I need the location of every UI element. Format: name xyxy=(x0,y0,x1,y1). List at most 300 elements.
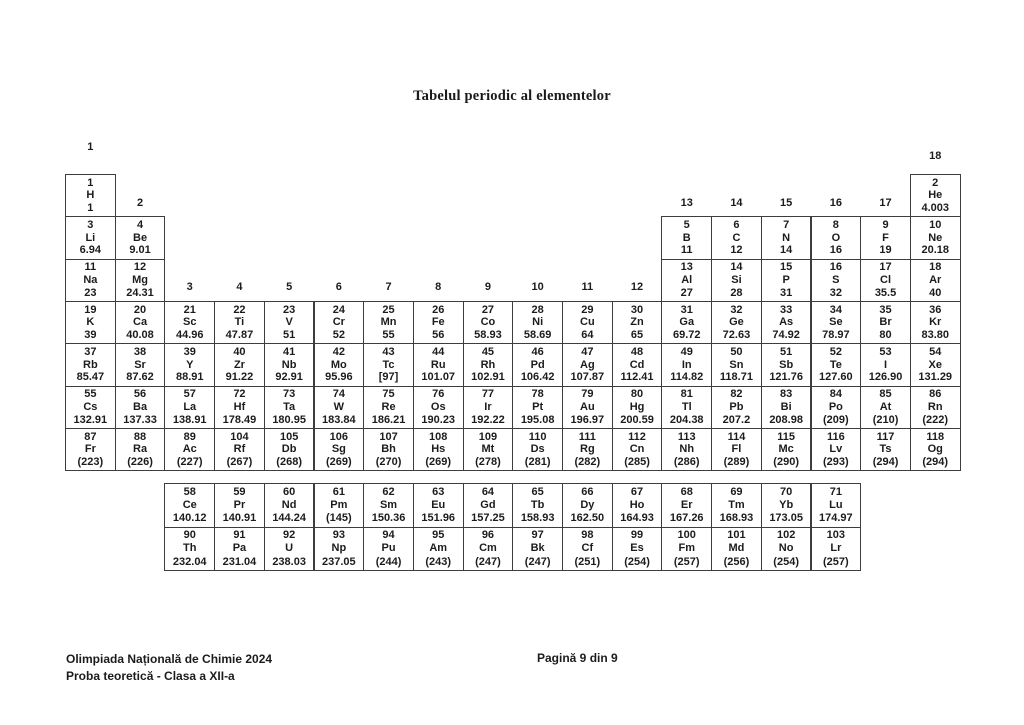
atomic-number: 94 xyxy=(382,529,395,542)
element-symbol: Ne xyxy=(928,231,943,244)
atomic-number: 63 xyxy=(432,485,445,498)
element-cell-Sb xyxy=(761,343,812,386)
atomic-mass: 65 xyxy=(630,328,644,341)
element-symbol: Os xyxy=(430,400,446,413)
atomic-mass: [97] xyxy=(378,371,399,384)
element-cell-Eu xyxy=(413,483,464,528)
atomic-number: 79 xyxy=(581,388,594,401)
atomic-number: 48 xyxy=(630,345,644,358)
element-symbol: Rg xyxy=(580,443,595,456)
atomic-number: 10 xyxy=(929,218,942,231)
element-cell-Y xyxy=(164,343,215,386)
atomic-number: 19 xyxy=(84,303,97,316)
atomic-number: 108 xyxy=(429,430,448,443)
element-cell-Mc xyxy=(761,428,812,471)
atomic-mass: (286) xyxy=(673,455,700,468)
element-cell-Hg xyxy=(612,386,663,429)
atomic-number: 106 xyxy=(329,430,349,443)
atomic-number: 37 xyxy=(84,345,97,358)
element-cell-Al xyxy=(661,259,712,302)
atomic-mass: 58.93 xyxy=(474,328,502,341)
element-cell-Ac xyxy=(164,428,215,471)
atomic-mass: 157.25 xyxy=(471,512,505,525)
element-symbol: Rh xyxy=(480,358,496,371)
atomic-mass: 173.05 xyxy=(769,512,803,525)
atomic-mass: 32 xyxy=(829,286,842,299)
group-label-5: 5 xyxy=(286,281,293,294)
element-cell-In xyxy=(661,343,712,386)
atomic-mass: 47.87 xyxy=(225,328,254,341)
element-symbol: Cl xyxy=(880,273,892,286)
atomic-number: 110 xyxy=(528,430,547,443)
atomic-number: 17 xyxy=(879,261,892,274)
element-cell-Ge xyxy=(711,301,762,344)
group-label-14: 14 xyxy=(730,197,743,210)
atomic-number: 65 xyxy=(531,485,544,498)
element-symbol: Fr xyxy=(84,443,96,456)
atomic-mass: 39 xyxy=(84,328,97,341)
element-symbol: Sm xyxy=(379,498,398,511)
group-label-7: 7 xyxy=(385,281,392,294)
atomic-mass: 140.12 xyxy=(172,512,207,525)
atomic-number: 30 xyxy=(630,303,644,316)
footer-org-line2: Proba teoretică - Clasa a XII-a xyxy=(66,668,235,683)
element-cell-Rg xyxy=(562,428,613,471)
element-cell-K xyxy=(65,301,116,344)
element-symbol: Sn xyxy=(729,358,744,371)
element-symbol: H xyxy=(86,189,95,202)
atomic-mass: 237.05 xyxy=(322,555,356,568)
atomic-mass: 24.31 xyxy=(126,286,154,299)
atomic-mass: 164.93 xyxy=(620,512,654,525)
atomic-mass: 232.04 xyxy=(172,555,207,568)
atomic-number: 80 xyxy=(630,388,644,401)
atomic-number: 91 xyxy=(233,529,246,542)
atomic-mass: 196.97 xyxy=(570,413,605,426)
atomic-mass: (257) xyxy=(823,555,849,568)
atomic-number: 93 xyxy=(332,529,345,542)
element-symbol: Pt xyxy=(532,400,544,413)
element-cell-Rb xyxy=(65,343,116,386)
element-symbol: As xyxy=(779,316,794,329)
element-symbol: Ir xyxy=(484,400,492,413)
element-cell-Ho xyxy=(612,483,663,528)
element-cell-Ag xyxy=(562,343,613,386)
atomic-number: 118 xyxy=(926,430,945,443)
element-symbol: Lv xyxy=(829,443,843,456)
footer-organization xyxy=(66,651,272,684)
atomic-number: 33 xyxy=(780,303,793,316)
atomic-number: 52 xyxy=(829,345,842,358)
element-symbol: Yb xyxy=(779,498,794,511)
element-symbol: Cr xyxy=(332,316,345,329)
element-symbol: Tl xyxy=(681,400,692,413)
atomic-number: 46 xyxy=(531,345,544,358)
element-cell-Nh xyxy=(661,428,712,471)
element-symbol: Se xyxy=(829,316,843,329)
element-cell-Ar xyxy=(910,259,961,302)
element-cell-Cs xyxy=(65,386,116,429)
element-cell-Pm xyxy=(314,483,365,528)
element-symbol: Fe xyxy=(431,316,445,329)
element-cell-Sm xyxy=(363,483,414,528)
atomic-number: 36 xyxy=(929,303,942,316)
element-symbol: W xyxy=(333,400,345,413)
atomic-mass: (278) xyxy=(475,455,501,468)
atomic-mass: 140.91 xyxy=(222,512,257,525)
atomic-mass: 80 xyxy=(879,328,892,341)
element-symbol: S xyxy=(832,273,840,286)
atomic-mass: 180.95 xyxy=(272,413,306,426)
element-cell-Pd xyxy=(512,343,563,386)
element-cell-Rh xyxy=(463,343,514,386)
atomic-number: 1 xyxy=(87,176,94,189)
element-cell-Sc xyxy=(164,301,215,344)
atomic-mass: (294) xyxy=(872,455,899,468)
element-cell-Ti xyxy=(214,301,265,344)
atomic-number: 18 xyxy=(929,261,942,274)
atomic-number: 81 xyxy=(680,388,693,401)
atomic-number: 95 xyxy=(432,529,445,542)
element-symbol: Cm xyxy=(479,542,497,555)
atomic-number: 86 xyxy=(929,388,942,401)
element-symbol: Rf xyxy=(233,443,246,456)
element-cell-Am xyxy=(413,527,464,572)
atomic-mass: (247) xyxy=(524,555,551,568)
atomic-mass: (209) xyxy=(823,413,849,426)
atomic-mass: 40 xyxy=(929,286,942,299)
element-cell-Er xyxy=(661,483,712,528)
atomic-mass: (244) xyxy=(375,555,402,568)
atomic-number: 100 xyxy=(677,529,696,542)
element-cell-B xyxy=(661,216,712,259)
atomic-mass: 31 xyxy=(780,286,793,299)
element-symbol: Kr xyxy=(929,316,942,329)
element-symbol: Pa xyxy=(232,542,247,555)
group-label-18: 18 xyxy=(929,150,942,162)
element-symbol: N xyxy=(782,231,791,244)
element-symbol: Hf xyxy=(233,400,246,413)
atomic-mass: (210) xyxy=(872,413,899,426)
atomic-mass: 183.84 xyxy=(322,413,356,426)
atomic-mass: (269) xyxy=(326,455,352,468)
element-cell-No xyxy=(761,527,812,572)
atomic-mass: 231.04 xyxy=(222,555,257,568)
element-cell-He xyxy=(910,174,961,217)
atomic-mass: (269) xyxy=(425,455,452,468)
atomic-mass: 83.80 xyxy=(921,328,949,341)
element-cell-Rf xyxy=(214,428,265,471)
atomic-mass: 19 xyxy=(879,244,892,257)
element-symbol: Pb xyxy=(729,400,744,413)
atomic-mass: 150.36 xyxy=(371,512,406,525)
element-cell-Fe xyxy=(413,301,464,344)
atomic-mass: 23 xyxy=(84,286,97,299)
element-cell-O xyxy=(811,216,862,259)
element-cell-Db xyxy=(264,428,315,471)
element-cell-Nd xyxy=(264,483,315,528)
element-cell-Tl xyxy=(661,386,712,429)
element-symbol: Ru xyxy=(430,358,446,371)
element-cell-Tm xyxy=(711,483,762,528)
element-symbol: Lu xyxy=(829,498,843,511)
element-cell-Fm xyxy=(661,527,712,572)
atomic-mass: (251) xyxy=(574,555,601,568)
element-symbol: Mg xyxy=(132,273,148,286)
element-cell-La xyxy=(164,386,215,429)
element-symbol: Ca xyxy=(133,316,148,329)
element-symbol: Dy xyxy=(580,498,595,511)
element-cell-U xyxy=(264,527,315,572)
element-cell-Rn xyxy=(910,386,961,429)
element-cell-Hs xyxy=(413,428,464,471)
atomic-mass: 126.90 xyxy=(868,371,903,384)
element-cell-Cl xyxy=(860,259,911,302)
element-symbol: Th xyxy=(183,542,197,555)
element-symbol: P xyxy=(782,273,790,286)
element-symbol: Ta xyxy=(283,400,296,413)
atomic-number: 116 xyxy=(826,430,845,443)
element-symbol: Ni xyxy=(532,316,544,329)
element-symbol: Bk xyxy=(530,542,545,555)
element-symbol: V xyxy=(285,316,293,329)
atomic-mass: 174.97 xyxy=(819,512,853,525)
element-cell-C xyxy=(711,216,762,259)
element-symbol: Ti xyxy=(234,316,245,329)
atomic-mass: 137.33 xyxy=(123,413,157,426)
atomic-number: 64 xyxy=(481,485,495,498)
element-symbol: K xyxy=(86,316,95,329)
atomic-number: 22 xyxy=(233,303,246,316)
element-symbol: Zn xyxy=(630,316,644,329)
element-cell-Ts xyxy=(860,428,911,471)
element-symbol: Xe xyxy=(928,358,942,371)
atomic-mass: (293) xyxy=(823,455,849,468)
element-symbol: Sg xyxy=(331,443,346,456)
element-symbol: Am xyxy=(429,542,448,555)
element-symbol: Og xyxy=(927,443,943,456)
element-cell-At xyxy=(860,386,911,429)
group-label-1: 1 xyxy=(87,141,94,153)
element-symbol: Ga xyxy=(679,316,695,329)
atomic-mass: 95.96 xyxy=(325,371,353,384)
atomic-number: 24 xyxy=(332,303,345,316)
atomic-mass: (268) xyxy=(276,455,302,468)
element-cell-Yb xyxy=(761,483,812,528)
element-cell-Ir xyxy=(463,386,514,429)
element-cell-Lv xyxy=(811,428,862,471)
atomic-number: 85 xyxy=(879,388,892,401)
atomic-number: 2 xyxy=(932,176,939,189)
atomic-number: 3 xyxy=(87,218,94,231)
element-symbol: Li xyxy=(85,231,96,244)
element-cell-Mn xyxy=(363,301,414,344)
atomic-mass: 178.49 xyxy=(222,413,257,426)
atomic-number: 23 xyxy=(283,303,296,316)
atomic-number: 44 xyxy=(432,345,445,358)
element-symbol: No xyxy=(778,542,794,555)
atomic-mass: (289) xyxy=(723,455,750,468)
atomic-number: 62 xyxy=(382,485,395,498)
element-symbol: Fl xyxy=(731,443,742,456)
element-cell-I xyxy=(860,343,911,386)
element-cell-Ta xyxy=(264,386,315,429)
element-symbol: Mc xyxy=(778,443,794,456)
element-symbol: Mn xyxy=(380,316,397,329)
atomic-mass: 132.91 xyxy=(73,413,108,426)
element-symbol: Ce xyxy=(182,498,197,511)
element-symbol: Hs xyxy=(431,443,446,456)
element-cell-Na xyxy=(65,259,116,302)
element-symbol: Bi xyxy=(780,400,792,413)
atomic-number: 31 xyxy=(680,303,693,316)
atomic-number: 74 xyxy=(332,388,345,401)
atomic-mass: 127.60 xyxy=(819,371,853,384)
atomic-number: 82 xyxy=(730,388,743,401)
element-cell-Ni xyxy=(512,301,563,344)
atomic-mass: 131.29 xyxy=(918,371,953,384)
atomic-mass: (281) xyxy=(524,455,551,468)
element-cell-Po xyxy=(811,386,862,429)
atomic-number: 38 xyxy=(133,345,147,358)
atomic-mass: 85.47 xyxy=(76,371,105,384)
element-cell-Pt xyxy=(512,386,563,429)
element-cell-Pb xyxy=(711,386,762,429)
atomic-number: 34 xyxy=(829,303,842,316)
atomic-number: 7 xyxy=(783,218,790,231)
element-symbol: Ar xyxy=(929,273,942,286)
element-symbol: Al xyxy=(681,273,693,286)
element-symbol: Ra xyxy=(133,443,148,456)
footer-page-indicator: Pagină 9 din 9 xyxy=(537,651,618,665)
atomic-number: 51 xyxy=(780,345,793,358)
atomic-number: 26 xyxy=(432,303,445,316)
footer-org-line1: Olimpiada Națională de Chimie 2024 xyxy=(66,652,273,666)
atomic-mass: (222) xyxy=(922,413,949,426)
element-cell-Lu xyxy=(811,483,862,528)
element-cell-Zn xyxy=(612,301,663,344)
element-symbol: Sr xyxy=(134,358,146,371)
element-symbol: Pu xyxy=(381,542,396,555)
element-symbol: Gd xyxy=(480,498,496,511)
atomic-mass: 28 xyxy=(730,286,743,299)
element-cell-Sn xyxy=(711,343,762,386)
atomic-mass: 52 xyxy=(332,328,345,341)
group-label-2: 2 xyxy=(136,197,144,210)
element-cell-As xyxy=(761,301,812,344)
element-symbol: Es xyxy=(630,542,644,555)
atomic-number: 89 xyxy=(183,430,196,443)
element-symbol: I xyxy=(884,358,888,371)
atomic-number: 6 xyxy=(733,218,740,231)
atomic-mass: 58.69 xyxy=(523,328,552,341)
element-symbol: O xyxy=(831,231,841,244)
element-cell-Bk xyxy=(512,527,563,572)
atomic-mass: 9.01 xyxy=(129,244,151,257)
atomic-mass: 35.5 xyxy=(874,286,897,299)
atomic-number: 27 xyxy=(481,303,495,316)
element-cell-Gd xyxy=(463,483,514,528)
atomic-number: 47 xyxy=(581,345,594,358)
atomic-mass: 192.22 xyxy=(471,413,505,426)
atomic-mass: 56 xyxy=(432,328,445,341)
atomic-number: 29 xyxy=(581,303,594,316)
atomic-number: 115 xyxy=(777,430,796,443)
atomic-number: 87 xyxy=(84,430,97,443)
element-symbol: Nh xyxy=(679,443,695,456)
atomic-number: 72 xyxy=(233,388,246,401)
atomic-mass: 238.03 xyxy=(272,555,306,568)
element-symbol: Cn xyxy=(629,443,645,456)
element-cell-Cr xyxy=(314,301,365,344)
atomic-number: 70 xyxy=(780,485,793,498)
page-title: Tabelul periodic al elementelor xyxy=(413,88,611,104)
element-symbol: Cu xyxy=(580,316,595,329)
atomic-mass: (226) xyxy=(127,455,153,468)
element-cell-Ds xyxy=(512,428,563,471)
element-cell-S xyxy=(811,259,862,302)
element-cell-Th xyxy=(164,527,215,572)
atomic-number: 21 xyxy=(183,303,196,316)
element-symbol: Er xyxy=(680,498,693,511)
element-symbol: Fm xyxy=(678,542,695,555)
element-symbol: C xyxy=(732,231,741,244)
atomic-mass: 69.72 xyxy=(672,328,701,341)
element-symbol: Ge xyxy=(729,316,744,329)
element-symbol: Np xyxy=(331,542,347,555)
atomic-mass: (270) xyxy=(375,455,402,468)
element-symbol: Hg xyxy=(629,400,645,413)
atomic-mass: 168.93 xyxy=(719,512,754,525)
atomic-number: 112 xyxy=(628,430,646,443)
atomic-number: 97 xyxy=(531,529,544,542)
atomic-number: 109 xyxy=(478,430,498,443)
element-cell-Cn xyxy=(612,428,663,471)
atomic-number: 66 xyxy=(581,485,594,498)
element-cell-Md xyxy=(711,527,762,572)
atomic-mass: 20.18 xyxy=(921,244,949,257)
element-symbol: Te xyxy=(829,358,842,371)
atomic-mass: 6.94 xyxy=(79,244,102,257)
element-cell-Pu xyxy=(363,527,414,572)
element-cell-Bh xyxy=(363,428,414,471)
element-symbol: F xyxy=(882,231,889,244)
element-symbol: Cs xyxy=(83,400,98,413)
element-cell-Hf xyxy=(214,386,265,429)
element-symbol: Md xyxy=(728,542,745,555)
atomic-number: 113 xyxy=(677,430,696,443)
element-symbol: Ts xyxy=(879,443,892,456)
element-cell-Li xyxy=(65,216,116,259)
element-symbol: Sc xyxy=(183,316,197,329)
atomic-mass: 207.2 xyxy=(722,413,751,426)
element-cell-Tc xyxy=(363,343,414,386)
atomic-mass: 101.07 xyxy=(421,371,456,384)
element-cell-Ga xyxy=(661,301,712,344)
atomic-mass: 27 xyxy=(680,286,693,299)
element-cell-Sg xyxy=(314,428,365,471)
atomic-mass: 91.22 xyxy=(225,371,254,384)
atomic-number: 117 xyxy=(876,430,895,443)
atomic-mass: (294) xyxy=(922,455,949,468)
group-label-6: 6 xyxy=(335,281,342,294)
element-cell-Xe xyxy=(910,343,961,386)
atomic-number: 54 xyxy=(929,345,942,358)
element-cell-Bi xyxy=(761,386,812,429)
atomic-number: 90 xyxy=(183,529,196,542)
element-cell-Ba xyxy=(115,386,166,429)
element-symbol: Re xyxy=(381,400,396,413)
